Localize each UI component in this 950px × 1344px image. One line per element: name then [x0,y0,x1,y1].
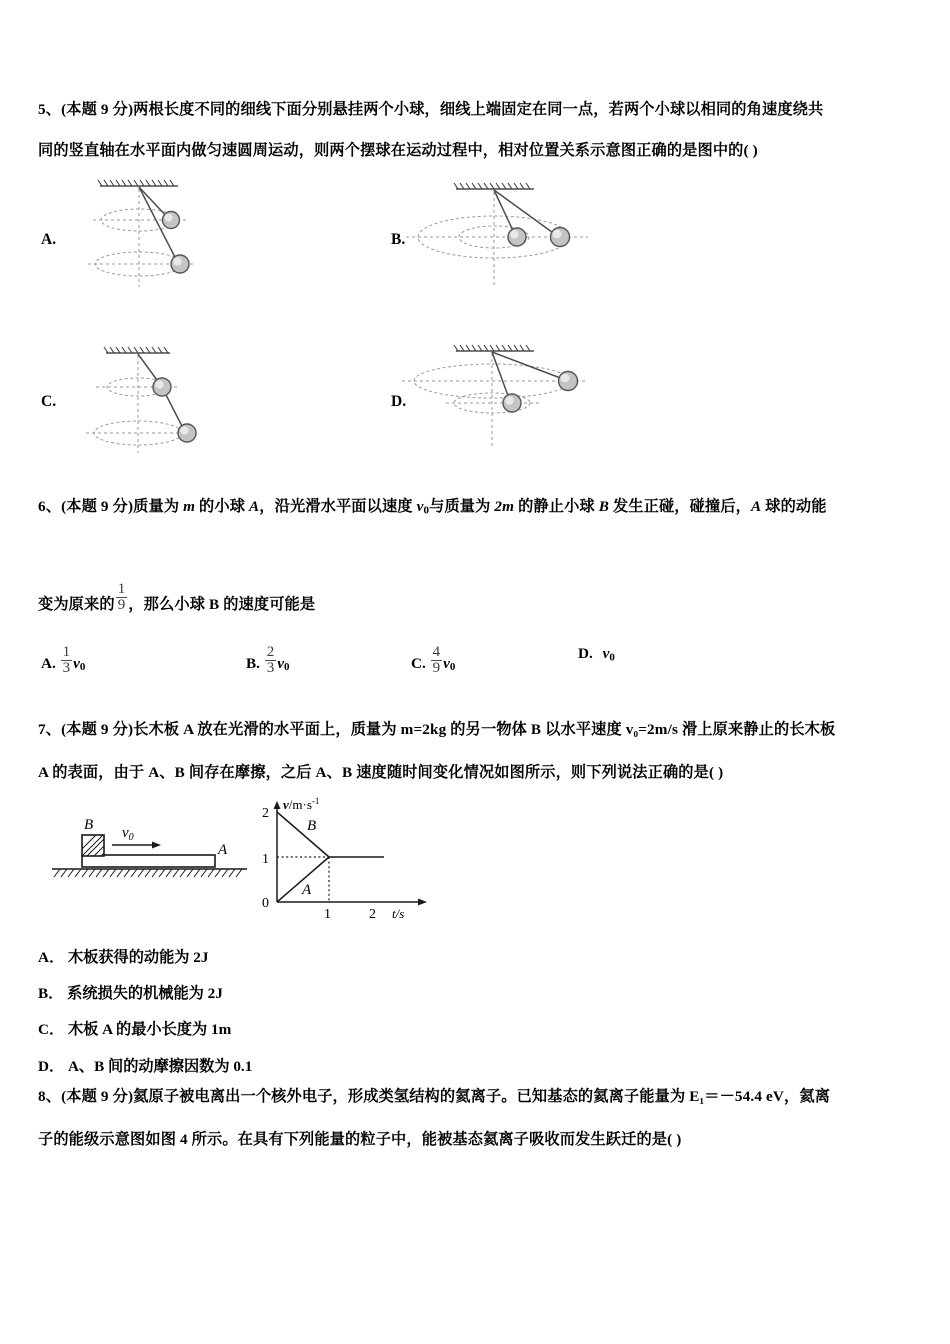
q6-option-b[interactable]: B. $\frac{2}{3}$ $v_0$ [246,644,290,677]
q7-option-d[interactable]: D． A、B 间的动摩擦因数为 0.1 [38,1057,253,1075]
question-6-text [38,495,918,618]
question-6-line-2: 变为原来的 $\frac{1}{9}$ ，那么小球 B 的速度可能是 [38,581,316,614]
x-tick-1: 1 [324,907,331,920]
question-7-vt-graph [252,795,452,920]
velocity-label: $v_0$ [122,825,134,843]
y-axis-label: $v/m\cdot s^{-1}$ [283,796,320,812]
question-5-option-d[interactable] [388,335,688,450]
block-b-label: B [84,817,94,833]
block-on-board-diagram [40,805,255,915]
question-6-choices [38,645,918,685]
option-a-label: A. [41,231,57,248]
y-tick-1: 1 [262,852,269,867]
series-label-a: A [302,882,312,898]
fraction-one-ninth: $\frac{1}{9}$ [117,581,126,614]
q6-option-d[interactable]: D. $v_0$ [578,645,615,664]
question-7-line-1: 7、(本题 9 分)长木板 A 放在光滑的水平面上，质量为 m=2kg 的另一物体 B 以水平速度 v₀=2m/s 滑上原来静止的长木板 [38,721,836,738]
pendulum-figure-d [388,335,688,450]
q6-option-a[interactable]: A. $\frac{1}{3}$ $v_0$ [41,644,86,677]
velocity-time-chart [252,795,452,920]
question-7-choices [38,950,918,1095]
fraction-one-third: $\frac{1}{3}$ [62,644,71,677]
question-5-option-b[interactable] [388,175,688,290]
pendulum-figure-a [38,175,338,290]
fraction-four-ninths: $\frac{4}{9}$ [432,644,441,677]
question-8-text [38,1085,918,1152]
question-5-option-a[interactable] [38,175,338,290]
y-tick-2: 2 [262,806,269,821]
board-a-label: A [218,842,228,858]
q7-option-c[interactable]: C． 木板 A 的最小长度为 1m [38,1021,232,1039]
question-5-line-2: 同的竖直轴在水平面内做匀速圆周运动，则两个摆球在运动过程中，相对位置关系示意图正确的是图中的( ) [38,141,758,159]
q7-option-a[interactable]: A． 木板获得的动能为 2J [38,949,209,966]
option-b-label: B. [391,231,406,248]
q7-option-b[interactable]: B． 系统损失的机械能为 2J [38,985,223,1003]
question-5-text [38,98,918,163]
question-7-block-figure [40,805,255,915]
x-axis-label: t/s [392,906,405,920]
question-7-line-2: A 的表面，由于 A、B 间存在摩擦，之后 A、B 速度随时间变化情况如图所示，则下列说法正确的是( ) [38,763,724,781]
question-5-line-1: 5、(本题 9 分)两根长度不同的细线下面分别悬挂两个小球，细线上端固定在同一点，若两个小球以相同的角速度绕共 [38,101,824,118]
pendulum-figure-c [38,335,338,455]
question-5-option-c[interactable] [38,335,338,455]
question-7-text [38,718,918,785]
pendulum-figure-b [388,175,688,290]
x-tick-2: 2 [369,907,376,920]
question-8-line-2: 子的能级示意图如图 4 所示。在具有下列能量的粒子中，能被基态氦离子吸收而发生跃迁的是( ) [38,1130,682,1148]
fraction-two-thirds: $\frac{2}{3}$ [266,644,275,677]
q6-option-c[interactable]: C. $\frac{4}{9}$ $v_0$ [411,644,456,677]
series-label-b: B [307,818,317,834]
option-d-label: D. [391,393,407,410]
option-c-label: C. [41,393,57,410]
question-6-line-1: 6、(本题 9 分)质量为 m 的小球 A，沿光滑水平面以速度 $v_0$与质量为 2m 的静止小球 B 发生正碰，碰撞后，A 球的动能 [38,498,827,517]
question-8-line-1: 8、(本题 9 分)氦原子被电离出一个核外电子，形成类氢结构的氦离子。已知基态的氦离子能量为 E₁＝－54.4 eV，氦离 [38,1088,831,1105]
y-tick-0: 0 [262,896,269,911]
